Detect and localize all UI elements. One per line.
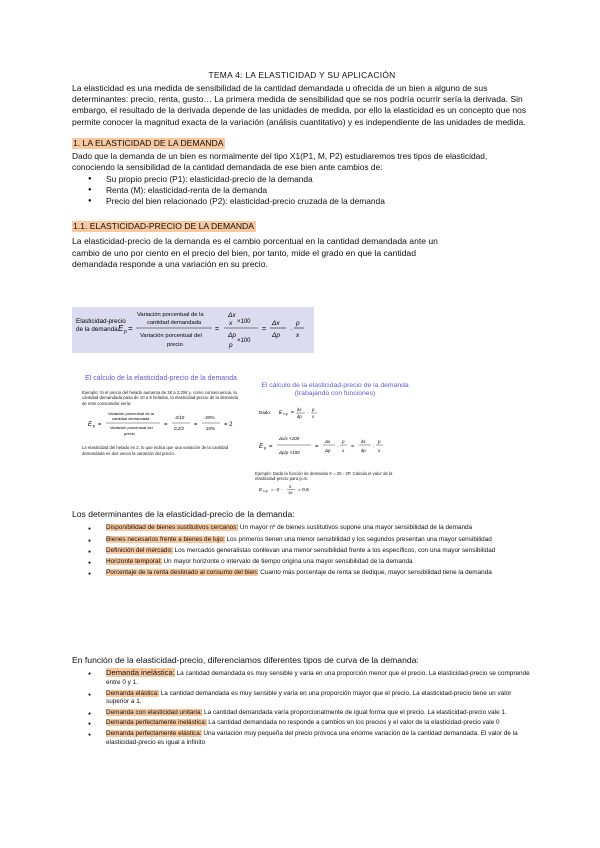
svg-text:p: p xyxy=(342,438,345,444)
formula-num-1: Variación porcentual de la xyxy=(137,312,204,318)
slide-left-note: La elasticidad del helado es 2, lo que indica que una variación de la cantidad demandada es dos veces la variación del precio. xyxy=(82,445,229,456)
curves-intro: En función de la elasticidad-precio, diferenciamos diferentes tipos de curva de la demanda: xyxy=(72,655,419,665)
svg-text:Δx: Δx xyxy=(325,438,331,444)
curves-list xyxy=(72,669,532,747)
curves-block xyxy=(72,655,532,749)
svg-text:∂x: ∂x xyxy=(361,438,366,444)
determinant-label: Bienes necesarios frente a bienes de lujo: xyxy=(106,535,225,543)
slide-right-formula xyxy=(255,432,415,462)
svg-text:p: p xyxy=(378,438,381,444)
svg-text:5: 5 xyxy=(289,483,292,489)
svg-text:x: x xyxy=(312,413,315,419)
section-heading-1: 1. LA ELASTICIDAD DE LA DEMANDA xyxy=(73,137,224,148)
svg-text:E: E xyxy=(259,487,263,493)
svg-text:∂p: ∂p xyxy=(297,413,302,419)
list-item: ● Horizonte temporal: Un mayor horizonte o intervalo de tiempo origina una mayor sensibilidad de la demanda xyxy=(88,558,532,567)
document-page xyxy=(72,70,532,270)
formula-den-1: Variación porcentual del xyxy=(140,333,202,339)
svg-text:x,p: x,p xyxy=(283,411,288,416)
svg-text:E: E xyxy=(118,324,124,333)
determinants-intro: Los determinantes de la elasticidad-precio de la demanda: xyxy=(72,509,295,519)
list-item: ● Su propio precio (P1): elasticidad-precio de la demanda xyxy=(88,174,532,185)
list-item: ● Demanda inelástica: La cantidad demandada es muy sensible y varía en una proporción menor que el precio. La elasticidad-precio se comprende entre 0 y 1. xyxy=(88,669,532,687)
svg-text:Δp: Δp xyxy=(272,332,280,339)
determinant-label: Horizonte temporal: xyxy=(106,557,162,565)
list-item: ● Precio del bien relacionado (P2): elasticidad-precio cruzada de la demanda xyxy=(88,196,532,207)
curve-label: Demanda elástica: xyxy=(106,689,159,697)
slide-left-title: El cálculo de la elasticidad-precio de la demanda xyxy=(85,375,237,382)
list-item: ● Definición del mercado: Los mercados generalistas conllevan una menor sensibilidad frente a los específicos, con una mayor sensibilidad xyxy=(88,547,532,556)
document-title: TEMA 4: LA ELASTICIDAD Y SU APLICACIÓN xyxy=(208,70,396,80)
formula-num-2: cantidad demandada xyxy=(147,320,202,326)
svg-text:p: p xyxy=(124,329,127,335)
svg-text:cantidad demandada: cantidad demandada xyxy=(112,416,150,422)
svg-text:×100: ×100 xyxy=(237,319,251,325)
svg-text:precio: precio xyxy=(124,431,135,437)
svg-text:·: · xyxy=(290,326,293,333)
formula-lhs-1: Elasticidad-precio xyxy=(76,318,126,325)
svg-text:p: p xyxy=(264,444,267,450)
svg-text:≈: ≈ xyxy=(351,443,355,450)
slide-right-title: El cálculo de la elasticidad-precio de la demanda (trabajando con funciones) xyxy=(261,382,409,398)
svg-text:Δx: Δx xyxy=(228,312,236,319)
svg-text:p: p xyxy=(93,423,96,429)
svg-text:0,2/2: 0,2/2 xyxy=(174,426,185,432)
slide-right-example: Ejemplo: Dada la función de demanda X = 25 - 2P. Calcula el valor de la elasticidad-precio para p=5. xyxy=(255,470,393,482)
list-item: ● Demanda perfectamente inelástica: La cantidad demandada no responde a cambios en los precios y el valor de la elasticidad-precio vale 0 xyxy=(88,719,532,728)
svg-text:x: x xyxy=(229,320,233,327)
svg-text:-20%: -20% xyxy=(204,415,215,421)
slide-right-result xyxy=(255,482,415,496)
svg-text:·: · xyxy=(308,409,310,416)
section1-text: Dado que la demanda de un bien es normalmente del tipo X1(P1, M, P2) estudiaremos tres tipos de elasticidad, conociendo la sensibilidad de la cantidad demandada de ese bien ante cambios de: xyxy=(72,150,488,173)
svg-text:=: = xyxy=(98,422,102,429)
svg-text:=: = xyxy=(164,422,168,429)
slide-left xyxy=(82,374,240,500)
section11-text: La elasticidad-precio de la demanda es el cambio porcentual en la cantidad demandada ante un cambio de uno por ciento en el precio del bien, por tanto, mide el grado en que la cantidad demandada responde a una variación en su precio. xyxy=(72,236,438,270)
svg-text:Δx: Δx xyxy=(272,320,280,327)
determinants-block xyxy=(72,509,532,580)
formula-lhs-2: de la demanda xyxy=(76,326,118,333)
list-item: ● Demanda perfectamente elástica: Una variación muy pequeña del precio provoca una enorme variación de la cantidad demandada. El valor de la elasticidad-precio es igual a infinito xyxy=(88,730,532,747)
slide-left-formula xyxy=(82,408,240,440)
svg-text:=: = xyxy=(291,409,294,416)
svg-text:x: x xyxy=(296,332,300,339)
svg-text:=: = xyxy=(315,443,319,450)
elasticity-formula xyxy=(72,307,314,353)
svg-text:·: · xyxy=(337,443,339,450)
svg-text:·: · xyxy=(373,443,375,450)
slide-right-label: Dado: xyxy=(259,409,272,415)
svg-text:×100: ×100 xyxy=(237,338,251,344)
svg-text:Δp: Δp xyxy=(325,447,331,453)
svg-text:= -2 ·: = -2 · xyxy=(271,487,283,493)
svg-text:=: = xyxy=(262,326,267,333)
curve-label: Demanda con elasticidad unitaria: xyxy=(106,708,203,716)
curve-label: Demanda inelástica: xyxy=(106,668,175,678)
intro-paragraph: La elasticidad es una medida de sensibilidad de la cantidad demandada u ofrecida de un bien a alguno de sus determinantes: precio, renta, gusto… La primera medida de sensibilidad que se nos podría ocurrir sería la derivada. Sin embargo, el resultado de la derivada depende de las unidades de medida, por ello la elasticidad es un concepto que nos permite conocer la magnitud exacta de la variación (análisis cuantitativo) y es independiente de las unidades de medida. xyxy=(72,83,527,127)
section-heading-1-1: 1.1. ELASTICIDAD-PRECIO DE LA DEMANDA xyxy=(73,221,254,232)
svg-text:=: = xyxy=(194,422,198,429)
svg-text:x: x xyxy=(342,447,345,453)
list-item: ● Porcentaje de la renta destinado al consumo del bien: Cuanto más porcentaje de renta se dedique, mayor sensibilidad tiene la demanda xyxy=(88,569,532,578)
determinant-label: Definición del mercado: xyxy=(106,546,173,554)
svg-text:E: E xyxy=(279,409,283,416)
list-item: ● Demanda elástica: La cantidad demandada es muy sensible y varía en una proporción mayor que el precio. La elasticidad-precio tiene un valor superior a 1. xyxy=(88,690,532,707)
svg-text:Δx/x ×100: Δx/x ×100 xyxy=(279,435,300,441)
svg-text:Δp/p ×100: Δp/p ×100 xyxy=(279,449,300,455)
formula-den-2: precio xyxy=(167,342,183,348)
svg-text:E: E xyxy=(259,443,264,450)
svg-text:-2/10: -2/10 xyxy=(174,415,185,421)
svg-text:x: x xyxy=(378,447,381,453)
curve-label: Demanda perfectamente elástica: xyxy=(106,729,202,737)
svg-text:x,p: x,p xyxy=(263,488,268,493)
list-item: ● Disponibilidad de bienes sustitutivos cercanos: Un mayor nº de bienes sustitutivos supone una mayor sensibilidad de la demanda xyxy=(88,524,532,533)
determinant-label: Disponibilidad de bienes sustitutivos cercanos: xyxy=(106,524,239,532)
formula-equals: = xyxy=(215,326,220,333)
svg-text:Δp: Δp xyxy=(228,332,236,339)
section1-list xyxy=(72,174,532,208)
slide-right-given xyxy=(255,403,415,421)
curve-label: Demanda perfectamente inelástica: xyxy=(106,719,207,727)
svg-text:p: p xyxy=(296,320,300,327)
svg-text:Variación porcentual de la: Variación porcentual de la xyxy=(108,411,154,417)
svg-text:= 0,6: = 0,6 xyxy=(298,487,309,493)
list-item: ● Renta (M): elasticidad-renta de la demanda xyxy=(88,185,532,196)
list-item: ● Demanda con elasticidad unitaria: La cantidad demandada varía proporcionalmente de igual forma que el precio. La elasticidad-precio vale 1. xyxy=(88,709,532,718)
list-item: ● Bienes necesarios frente a bienes de lujo: Los primeros tienen una menor sensibilidad y los segundos presentan una mayor sensibilidad xyxy=(88,536,532,545)
slide-right xyxy=(255,382,415,494)
svg-text:p: p xyxy=(229,342,233,349)
svg-text:p: p xyxy=(312,406,315,412)
determinant-label: Porcentaje de la renta destinado al consumo del bien: xyxy=(106,569,259,577)
svg-text:∂x: ∂x xyxy=(297,406,302,412)
determinants-list xyxy=(72,524,532,577)
svg-text:Variación porcentual del: Variación porcentual del xyxy=(110,425,153,431)
svg-text:=: = xyxy=(269,443,273,450)
svg-text:∂p: ∂p xyxy=(361,447,366,453)
svg-text:10%: 10% xyxy=(206,426,216,432)
svg-text:=: = xyxy=(128,324,133,333)
slide-left-example: Ejemplo: Si el precio del helado aumenta de 2€ a 2,20€ y, como consecuencia, la cantidad demandada pasa de 10 a 8 helados, la elasticidad-precio de la demanda de este consumidor sería: xyxy=(82,390,238,406)
svg-text:= 2: = 2 xyxy=(224,422,233,429)
svg-text:15: 15 xyxy=(288,489,293,495)
svg-text:E: E xyxy=(88,422,93,429)
